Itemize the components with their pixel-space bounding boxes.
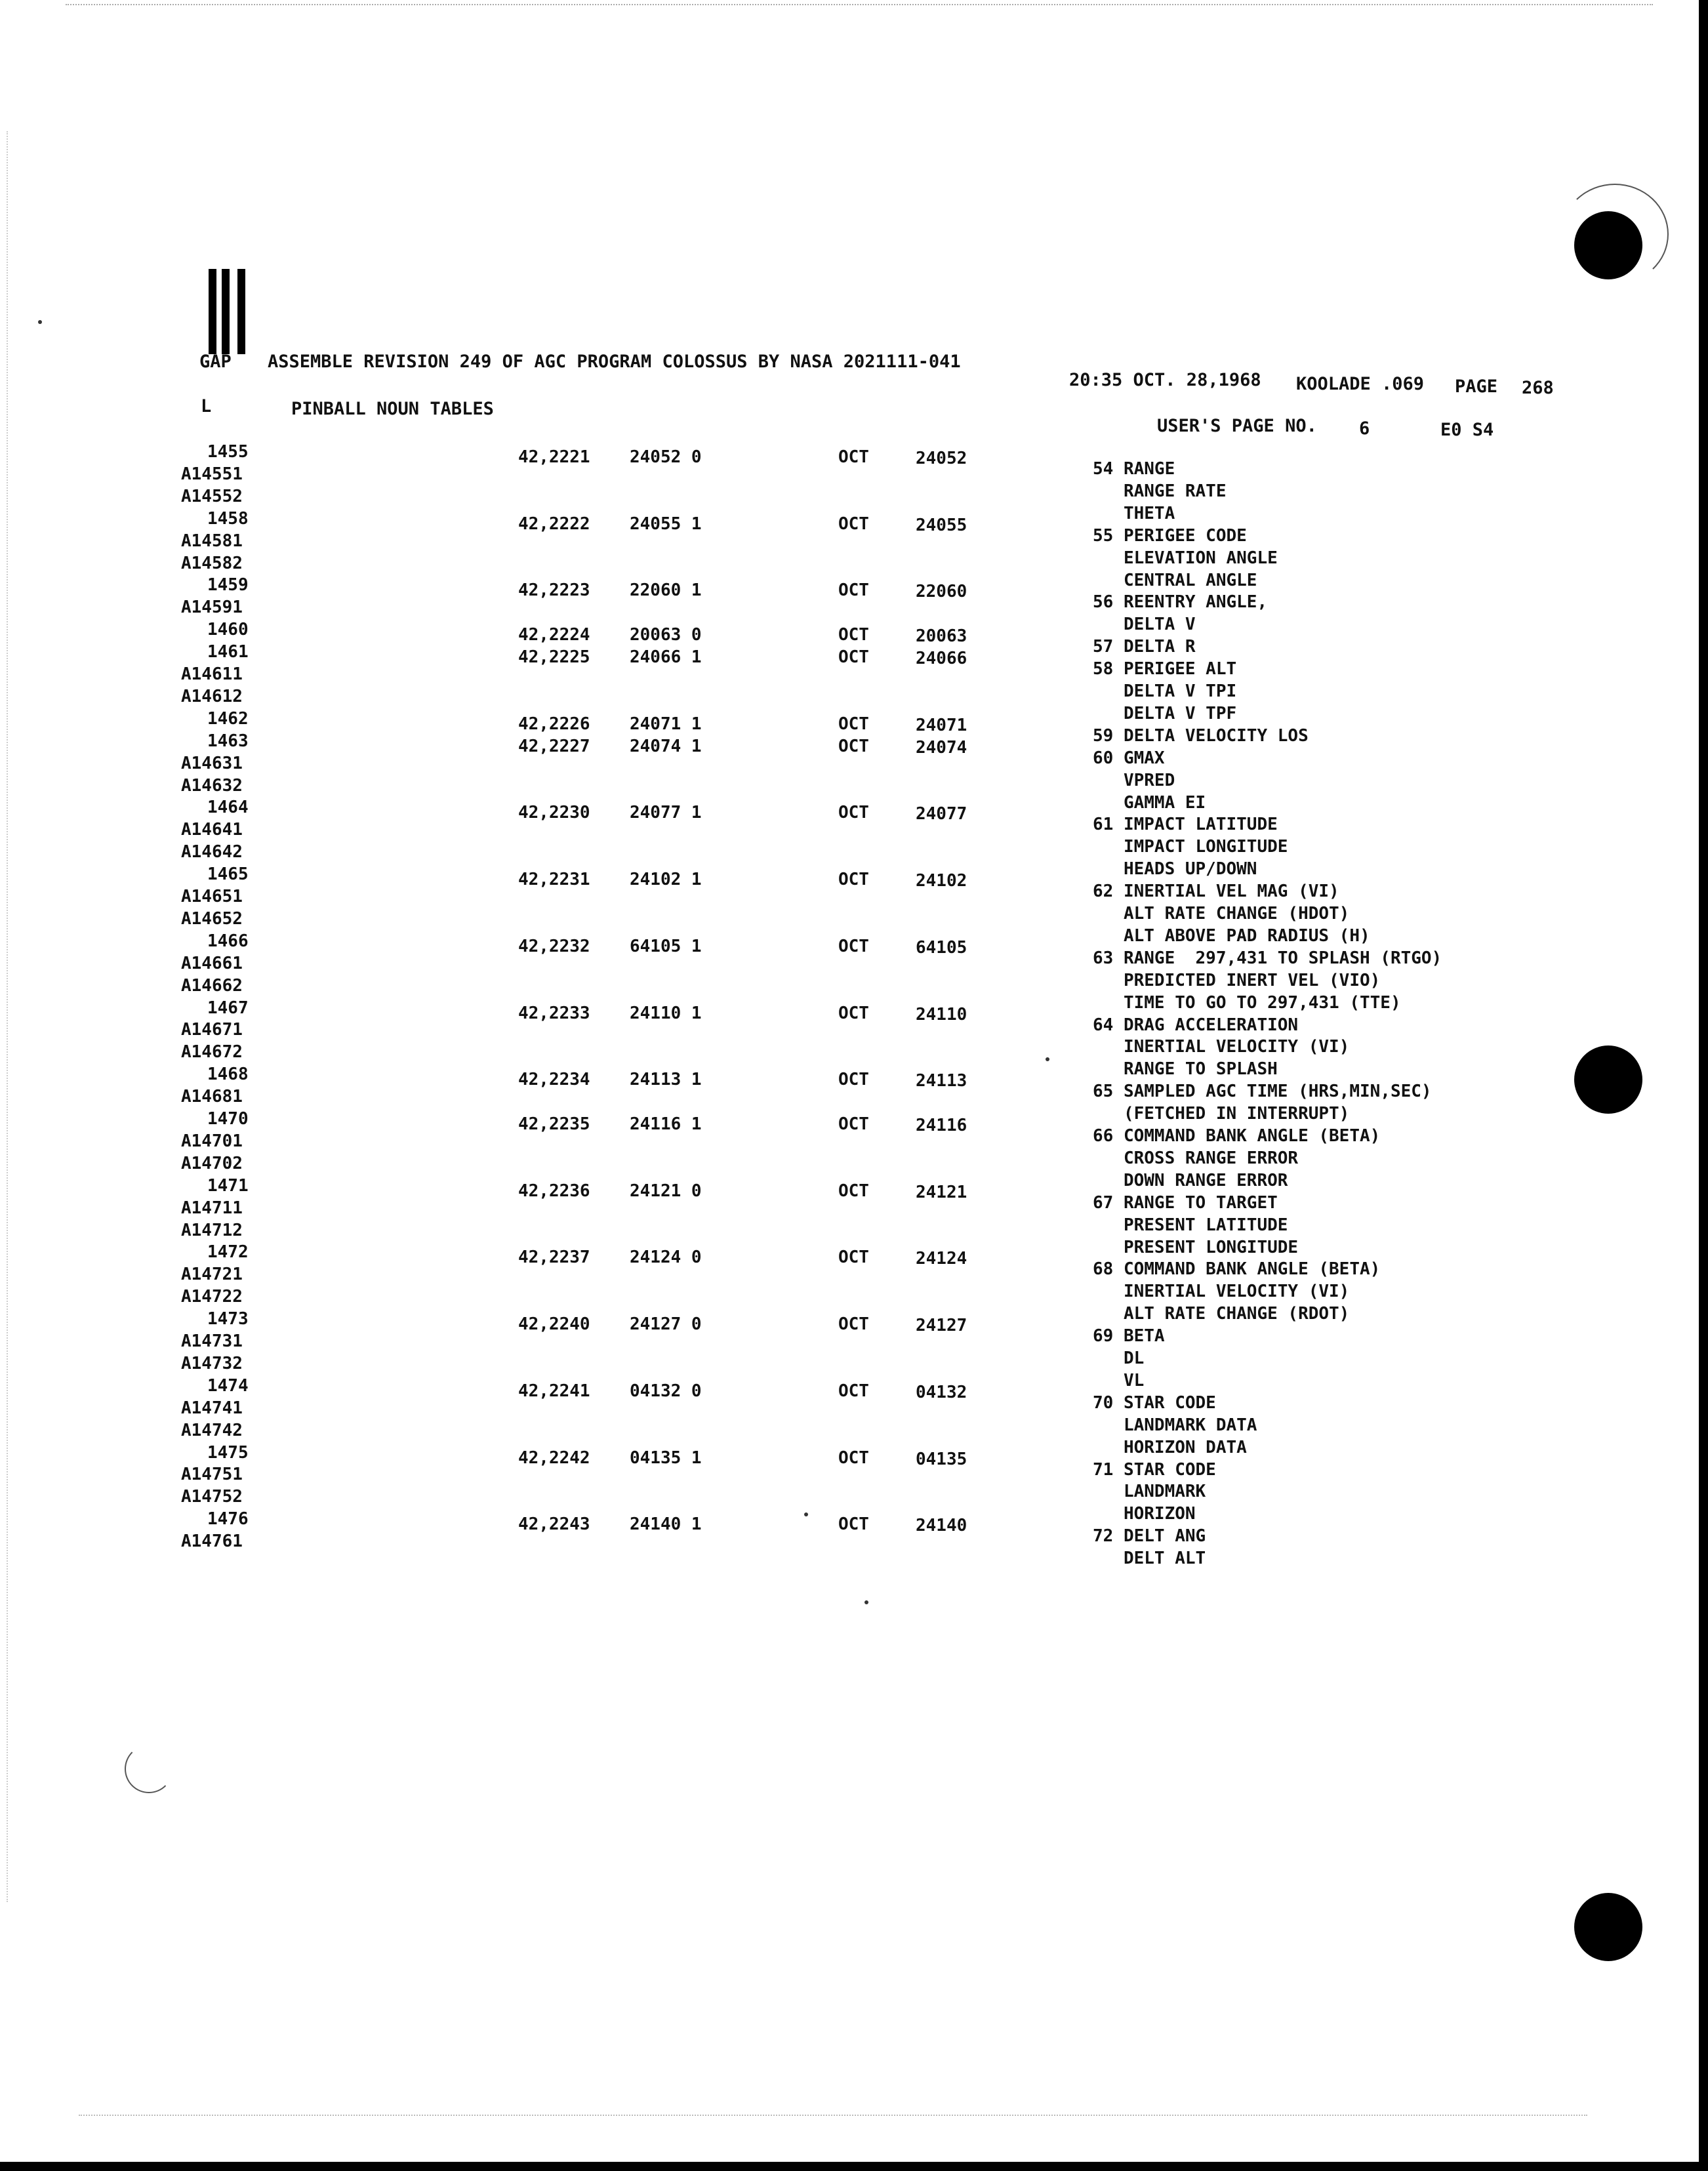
scan-noise-left xyxy=(7,131,8,1902)
location-line: 1455 xyxy=(207,442,249,462)
comment-line: DELTA V TPI xyxy=(1093,681,1237,701)
location-line: A14662 xyxy=(181,976,243,996)
location-line: 1458 xyxy=(207,509,249,529)
address-cell: 42,2237 xyxy=(518,1248,590,1267)
header-datetime: 20:35 OCT. 28,1968 xyxy=(1069,370,1261,390)
location-line: A14611 xyxy=(181,664,243,684)
comment-line: 57 DELTA R xyxy=(1093,637,1196,657)
value-cell: 04135 xyxy=(916,1450,967,1469)
comment-line: GAMMA EI xyxy=(1093,793,1206,813)
speck xyxy=(864,1600,868,1604)
word-cell: 24077 1 xyxy=(630,803,702,822)
location-line: A14652 xyxy=(181,909,243,929)
address-cell: 42,2234 xyxy=(518,1070,590,1089)
comment-line: HORIZON xyxy=(1093,1504,1196,1524)
location-line: 1474 xyxy=(207,1376,249,1396)
comment-line: CENTRAL ANGLE xyxy=(1093,571,1257,590)
location-line: A14551 xyxy=(181,464,243,484)
address-cell: 42,2230 xyxy=(518,803,590,822)
location-line: 1466 xyxy=(207,931,249,951)
value-cell: 24110 xyxy=(916,1005,967,1025)
location-line: A14672 xyxy=(181,1042,243,1062)
comment-line: 56 REENTRY ANGLE, xyxy=(1093,592,1268,612)
address-cell: 42,2241 xyxy=(518,1381,590,1401)
location-line: A14701 xyxy=(181,1131,243,1151)
comment-line: IMPACT LONGITUDE xyxy=(1093,837,1288,857)
comment-line: THETA xyxy=(1093,504,1175,523)
address-cell: 42,2222 xyxy=(518,514,590,534)
word-cell: 24071 1 xyxy=(630,714,702,734)
comment-line: ALT ABOVE PAD RADIUS (H) xyxy=(1093,926,1370,946)
location-line: 1476 xyxy=(207,1509,249,1529)
location-line: A14681 xyxy=(181,1087,243,1106)
location-line: A14671 xyxy=(181,1020,243,1040)
value-cell: 24124 xyxy=(916,1249,967,1268)
location-line: A14642 xyxy=(181,842,243,862)
word-cell: 24121 0 xyxy=(630,1181,702,1201)
location-line: 1470 xyxy=(207,1109,249,1129)
comment-line: 55 PERIGEE CODE xyxy=(1093,526,1247,546)
opcode-cell: OCT xyxy=(838,647,869,667)
header-page-number: 268 xyxy=(1522,378,1554,398)
value-cell: 04132 xyxy=(916,1383,967,1402)
opcode-cell: OCT xyxy=(838,1514,869,1534)
location-line: A14552 xyxy=(181,487,243,506)
comment-line: DELTA V TPF xyxy=(1093,704,1237,723)
location-line: A14591 xyxy=(181,598,243,617)
location-line: A14581 xyxy=(181,531,243,551)
opcode-cell: OCT xyxy=(838,514,869,534)
location-line: A14651 xyxy=(181,887,243,906)
comment-line: 61 IMPACT LATITUDE xyxy=(1093,815,1278,834)
header-user: KOOLADE .069 xyxy=(1296,374,1425,394)
word-cell: 24102 1 xyxy=(630,870,702,889)
comment-line: RANGE TO SPLASH xyxy=(1093,1059,1278,1079)
value-cell: 24052 xyxy=(916,449,967,468)
location-line: A14721 xyxy=(181,1265,243,1284)
opcode-cell: OCT xyxy=(838,937,869,956)
comment-line: 64 DRAG ACCELERATION xyxy=(1093,1015,1299,1035)
location-line: A14632 xyxy=(181,776,243,796)
comment-line: TIME TO GO TO 297,431 (TTE) xyxy=(1093,993,1401,1013)
value-cell: 24140 xyxy=(916,1516,967,1535)
location-line: A14582 xyxy=(181,554,243,573)
location-line: A14631 xyxy=(181,754,243,773)
location-line: 1475 xyxy=(207,1443,249,1463)
word-cell: 64105 1 xyxy=(630,937,702,956)
location-line: 1467 xyxy=(207,998,249,1018)
word-cell: 24074 1 xyxy=(630,737,702,756)
comment-line: HEADS UP/DOWN xyxy=(1093,859,1257,879)
header-users-page-label: USER'S PAGE NO. xyxy=(1157,416,1317,436)
opcode-cell: OCT xyxy=(838,714,869,734)
hole-outline-left xyxy=(125,1745,173,1793)
comment-line: HORIZON DATA xyxy=(1093,1438,1247,1457)
word-cell: 24110 1 xyxy=(630,1004,702,1023)
comment-line: INERTIAL VELOCITY (VI) xyxy=(1093,1037,1350,1057)
address-cell: 42,2232 xyxy=(518,937,590,956)
header-section-title: PINBALL NOUN TABLES xyxy=(291,399,494,419)
location-line: A14751 xyxy=(181,1465,243,1484)
location-line: 1472 xyxy=(207,1242,249,1262)
location-line: A14722 xyxy=(181,1287,243,1307)
opcode-cell: OCT xyxy=(838,803,869,822)
comment-line: 69 BETA xyxy=(1093,1326,1165,1346)
comment-line: 67 RANGE TO TARGET xyxy=(1093,1193,1278,1213)
location-line: 1462 xyxy=(207,709,249,729)
word-cell: 24140 1 xyxy=(630,1514,702,1534)
comment-line: 59 DELTA VELOCITY LOS xyxy=(1093,726,1309,746)
word-cell: 22060 1 xyxy=(630,580,702,600)
word-cell: 04135 1 xyxy=(630,1448,702,1468)
scan-noise-bottom xyxy=(79,2115,1587,2116)
opcode-cell: OCT xyxy=(838,1314,869,1334)
comment-line: (FETCHED IN INTERRUPT) xyxy=(1093,1104,1350,1124)
hole-outline-top xyxy=(1561,184,1669,285)
punch-hole-middle xyxy=(1574,1045,1642,1114)
value-cell: 24074 xyxy=(916,738,967,758)
location-line: 1461 xyxy=(207,642,249,662)
location-line: A14752 xyxy=(181,1487,243,1507)
speck xyxy=(804,1512,808,1516)
address-cell: 42,2223 xyxy=(518,580,590,600)
location-line: A14711 xyxy=(181,1198,243,1218)
opcode-cell: OCT xyxy=(838,1448,869,1468)
opcode-cell: OCT xyxy=(838,737,869,756)
word-cell: 04132 0 xyxy=(630,1381,702,1401)
address-cell: 42,2236 xyxy=(518,1181,590,1201)
opcode-cell: OCT xyxy=(838,625,869,645)
value-cell: 24113 xyxy=(916,1071,967,1091)
punch-hole-bottom xyxy=(1574,1893,1642,1961)
address-cell: 42,2227 xyxy=(518,737,590,756)
speck xyxy=(1046,1057,1049,1061)
comment-line: DELTA V xyxy=(1093,615,1196,634)
location-line: A14742 xyxy=(181,1421,243,1440)
value-cell: 24116 xyxy=(916,1116,967,1135)
value-cell: 24071 xyxy=(916,716,967,735)
scan-noise-top xyxy=(66,4,1653,5)
comment-line: PRESENT LONGITUDE xyxy=(1093,1238,1299,1257)
word-cell: 24124 0 xyxy=(630,1248,702,1267)
comment-line: 71 STAR CODE xyxy=(1093,1460,1216,1480)
value-cell: 22060 xyxy=(916,582,967,601)
location-line: A14731 xyxy=(181,1331,243,1351)
value-cell: 20063 xyxy=(916,626,967,646)
opcode-cell: OCT xyxy=(838,1070,869,1089)
location-line: 1465 xyxy=(207,864,249,884)
comment-line: DOWN RANGE ERROR xyxy=(1093,1171,1288,1190)
comment-line: DELT ALT xyxy=(1093,1549,1206,1568)
comment-line: 60 GMAX xyxy=(1093,748,1165,768)
comment-line: CROSS RANGE ERROR xyxy=(1093,1148,1299,1168)
comment-line: 62 INERTIAL VEL MAG (VI) xyxy=(1093,882,1339,901)
header-assemble-line: ASSEMBLE REVISION 249 OF AGC PROGRAM COLOSSUS BY NASA 2021111-041 xyxy=(268,352,961,372)
address-cell: 42,2235 xyxy=(518,1114,590,1134)
address-cell: 42,2240 xyxy=(518,1314,590,1334)
comment-line: PREDICTED INERT VEL (VIO) xyxy=(1093,971,1381,990)
location-line: A14741 xyxy=(181,1398,243,1418)
header-page-label: PAGE xyxy=(1455,376,1498,397)
speck xyxy=(38,320,42,324)
location-line: A14661 xyxy=(181,954,243,973)
value-cell: 64105 xyxy=(916,938,967,958)
location-line: 1460 xyxy=(207,620,249,639)
value-cell: 24102 xyxy=(916,871,967,891)
comment-line: 70 STAR CODE xyxy=(1093,1393,1216,1413)
comment-line: 54 RANGE xyxy=(1093,459,1175,479)
location-line: A14702 xyxy=(181,1154,243,1173)
location-line: 1468 xyxy=(207,1065,249,1084)
address-cell: 42,2221 xyxy=(518,447,590,467)
address-cell: 42,2226 xyxy=(518,714,590,734)
comment-line: 66 COMMAND BANK ANGLE (BETA) xyxy=(1093,1126,1381,1146)
location-line: A14761 xyxy=(181,1532,243,1551)
word-cell: 24055 1 xyxy=(630,514,702,534)
word-cell: 20063 0 xyxy=(630,625,702,645)
address-cell: 42,2225 xyxy=(518,647,590,667)
value-cell: 24121 xyxy=(916,1183,967,1202)
word-cell: 24127 0 xyxy=(630,1314,702,1334)
comment-line: 58 PERIGEE ALT xyxy=(1093,659,1237,679)
comment-line: DL xyxy=(1093,1349,1145,1368)
opcode-cell: OCT xyxy=(838,1004,869,1023)
comment-line: ALT RATE CHANGE (HDOT) xyxy=(1093,904,1350,923)
header-section-marker: L xyxy=(201,396,212,416)
location-line: 1464 xyxy=(207,798,249,817)
opcode-cell: OCT xyxy=(838,1381,869,1401)
registration-marks xyxy=(209,269,251,354)
word-cell: 24066 1 xyxy=(630,647,702,667)
comment-line: ALT RATE CHANGE (RDOT) xyxy=(1093,1304,1350,1324)
word-cell: 24116 1 xyxy=(630,1114,702,1134)
address-cell: 42,2243 xyxy=(518,1514,590,1534)
comment-line: LANDMARK DATA xyxy=(1093,1415,1257,1435)
address-cell: 42,2242 xyxy=(518,1448,590,1468)
word-cell: 24113 1 xyxy=(630,1070,702,1089)
comment-line: INERTIAL VELOCITY (VI) xyxy=(1093,1282,1350,1301)
header-users-page-no: 6 xyxy=(1359,418,1370,439)
value-cell: 24055 xyxy=(916,516,967,535)
word-cell: 24052 0 xyxy=(630,447,702,467)
address-cell: 42,2233 xyxy=(518,1004,590,1023)
header-bank: E0 S4 xyxy=(1440,420,1494,440)
opcode-cell: OCT xyxy=(838,1181,869,1201)
value-cell: 24066 xyxy=(916,649,967,668)
location-line: A14712 xyxy=(181,1221,243,1240)
value-cell: 24127 xyxy=(916,1316,967,1335)
location-line: A14612 xyxy=(181,687,243,706)
opcode-cell: OCT xyxy=(838,1114,869,1134)
comment-line: VPRED xyxy=(1093,771,1175,790)
location-line: A14732 xyxy=(181,1354,243,1373)
location-line: A14641 xyxy=(181,820,243,840)
address-cell: 42,2231 xyxy=(518,870,590,889)
value-cell: 24077 xyxy=(916,804,967,824)
comment-line: ELEVATION ANGLE xyxy=(1093,548,1278,568)
opcode-cell: OCT xyxy=(838,447,869,467)
opcode-cell: OCT xyxy=(838,1248,869,1267)
comment-line: 65 SAMPLED AGC TIME (HRS,MIN,SEC) xyxy=(1093,1082,1432,1101)
comment-line: RANGE RATE xyxy=(1093,481,1227,501)
location-line: 1473 xyxy=(207,1309,249,1329)
location-line: 1459 xyxy=(207,575,249,595)
comment-line: LANDMARK xyxy=(1093,1482,1206,1501)
location-line: 1471 xyxy=(207,1176,249,1196)
comment-line: VL xyxy=(1093,1371,1145,1390)
comment-line: 68 COMMAND BANK ANGLE (BETA) xyxy=(1093,1259,1381,1279)
location-line: 1463 xyxy=(207,731,249,751)
comment-line: 63 RANGE 297,431 TO SPLASH (RTGO) xyxy=(1093,948,1442,968)
opcode-cell: OCT xyxy=(838,870,869,889)
address-cell: 42,2224 xyxy=(518,625,590,645)
comment-line: PRESENT LATITUDE xyxy=(1093,1215,1288,1235)
comment-line: 72 DELT ANG xyxy=(1093,1526,1206,1546)
header-code: GAP xyxy=(199,352,232,372)
opcode-cell: OCT xyxy=(838,580,869,600)
